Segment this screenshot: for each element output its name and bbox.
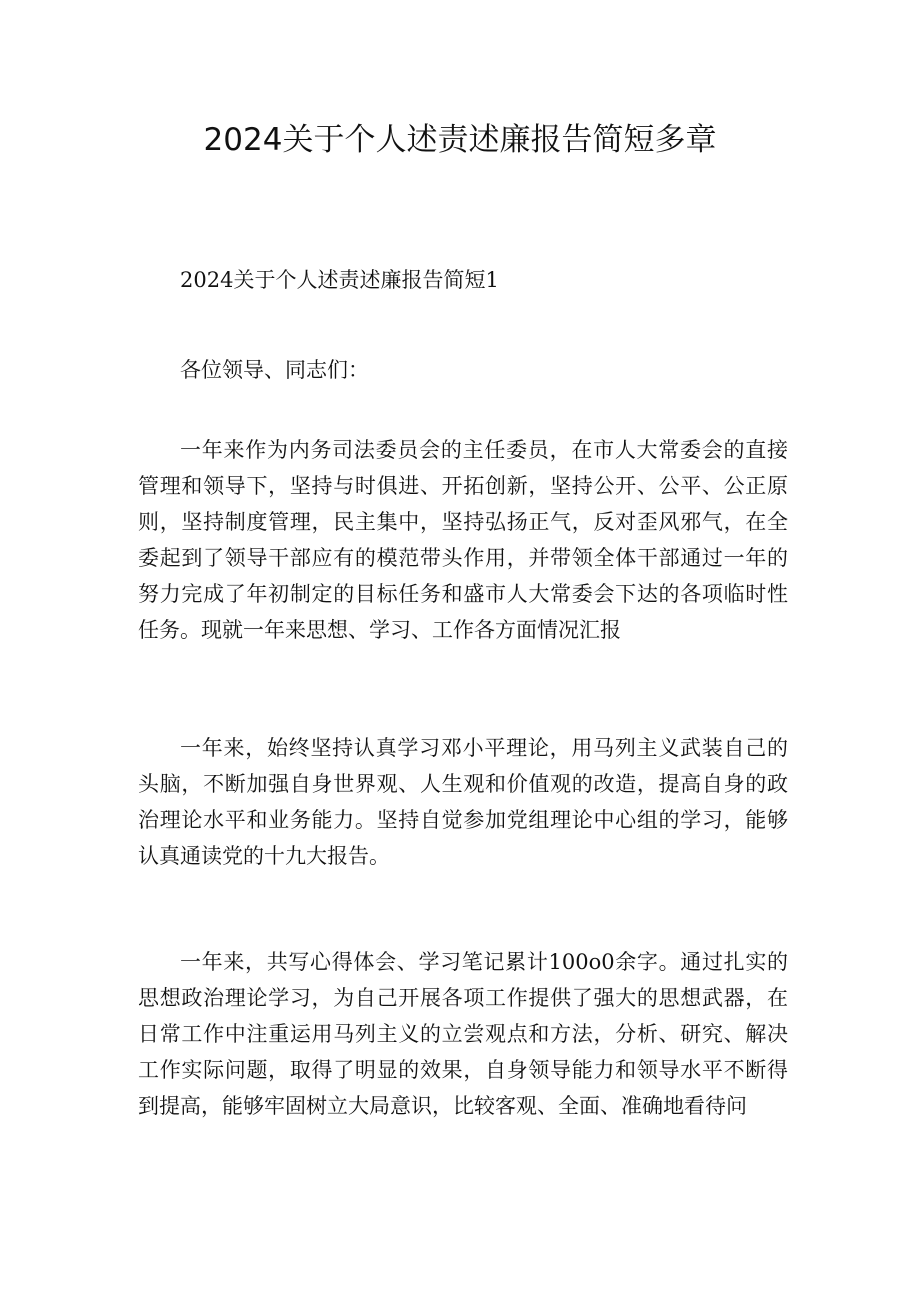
section-subtitle: 2024关于个人述责述廉报告简短1 bbox=[180, 268, 499, 292]
paragraph-1: 一年来作为内务司法委员会的主任委员，在市人大常委会的直接管理和领导下，坚持与时俱进、开拓创新，坚持公开、公平、公正原则，坚持制度管理，民主集中，坚持弘扬正气，反对歪风邪气，在全委起到了领导干部应有的模范带头作用，并带领全体干部通过一年的努力完成了年初制定的目标任务和盛市人大常委会下达的各项临时性任务。现就一年来思想、学习、工作各方面情况汇报 bbox=[138, 438, 788, 642]
paragraph-3: 一年来，共写心得体会、学习笔记累计100o0余字。通过扎实的思想政治理论学习，为自己开展各项工作提供了强大的思想武器，在日常工作中注重运用马列主义的立尝观点和方法，分析、研究、解决工作实际问题，取得了明显的效果，自身领导能力和领导水平不断得到提高，能够牢固树立大局意识，比较客观、全面、准确地看待问 bbox=[138, 950, 788, 1118]
paragraph-2: 一年来，始终坚持认真学习邓小平理论，用马列主义武装自己的头脑，不断加强自身世界观、人生观和价值观的改造，提高自身的政治理论水平和业务能力。坚持自觉参加党组理论中心组的学习，能够认真通读党的十九大报告。 bbox=[138, 736, 788, 868]
greeting-line: 各位领导、同志们： bbox=[180, 358, 369, 382]
document-title: 2024关于个人述责述廉报告简短多章 bbox=[203, 122, 717, 158]
